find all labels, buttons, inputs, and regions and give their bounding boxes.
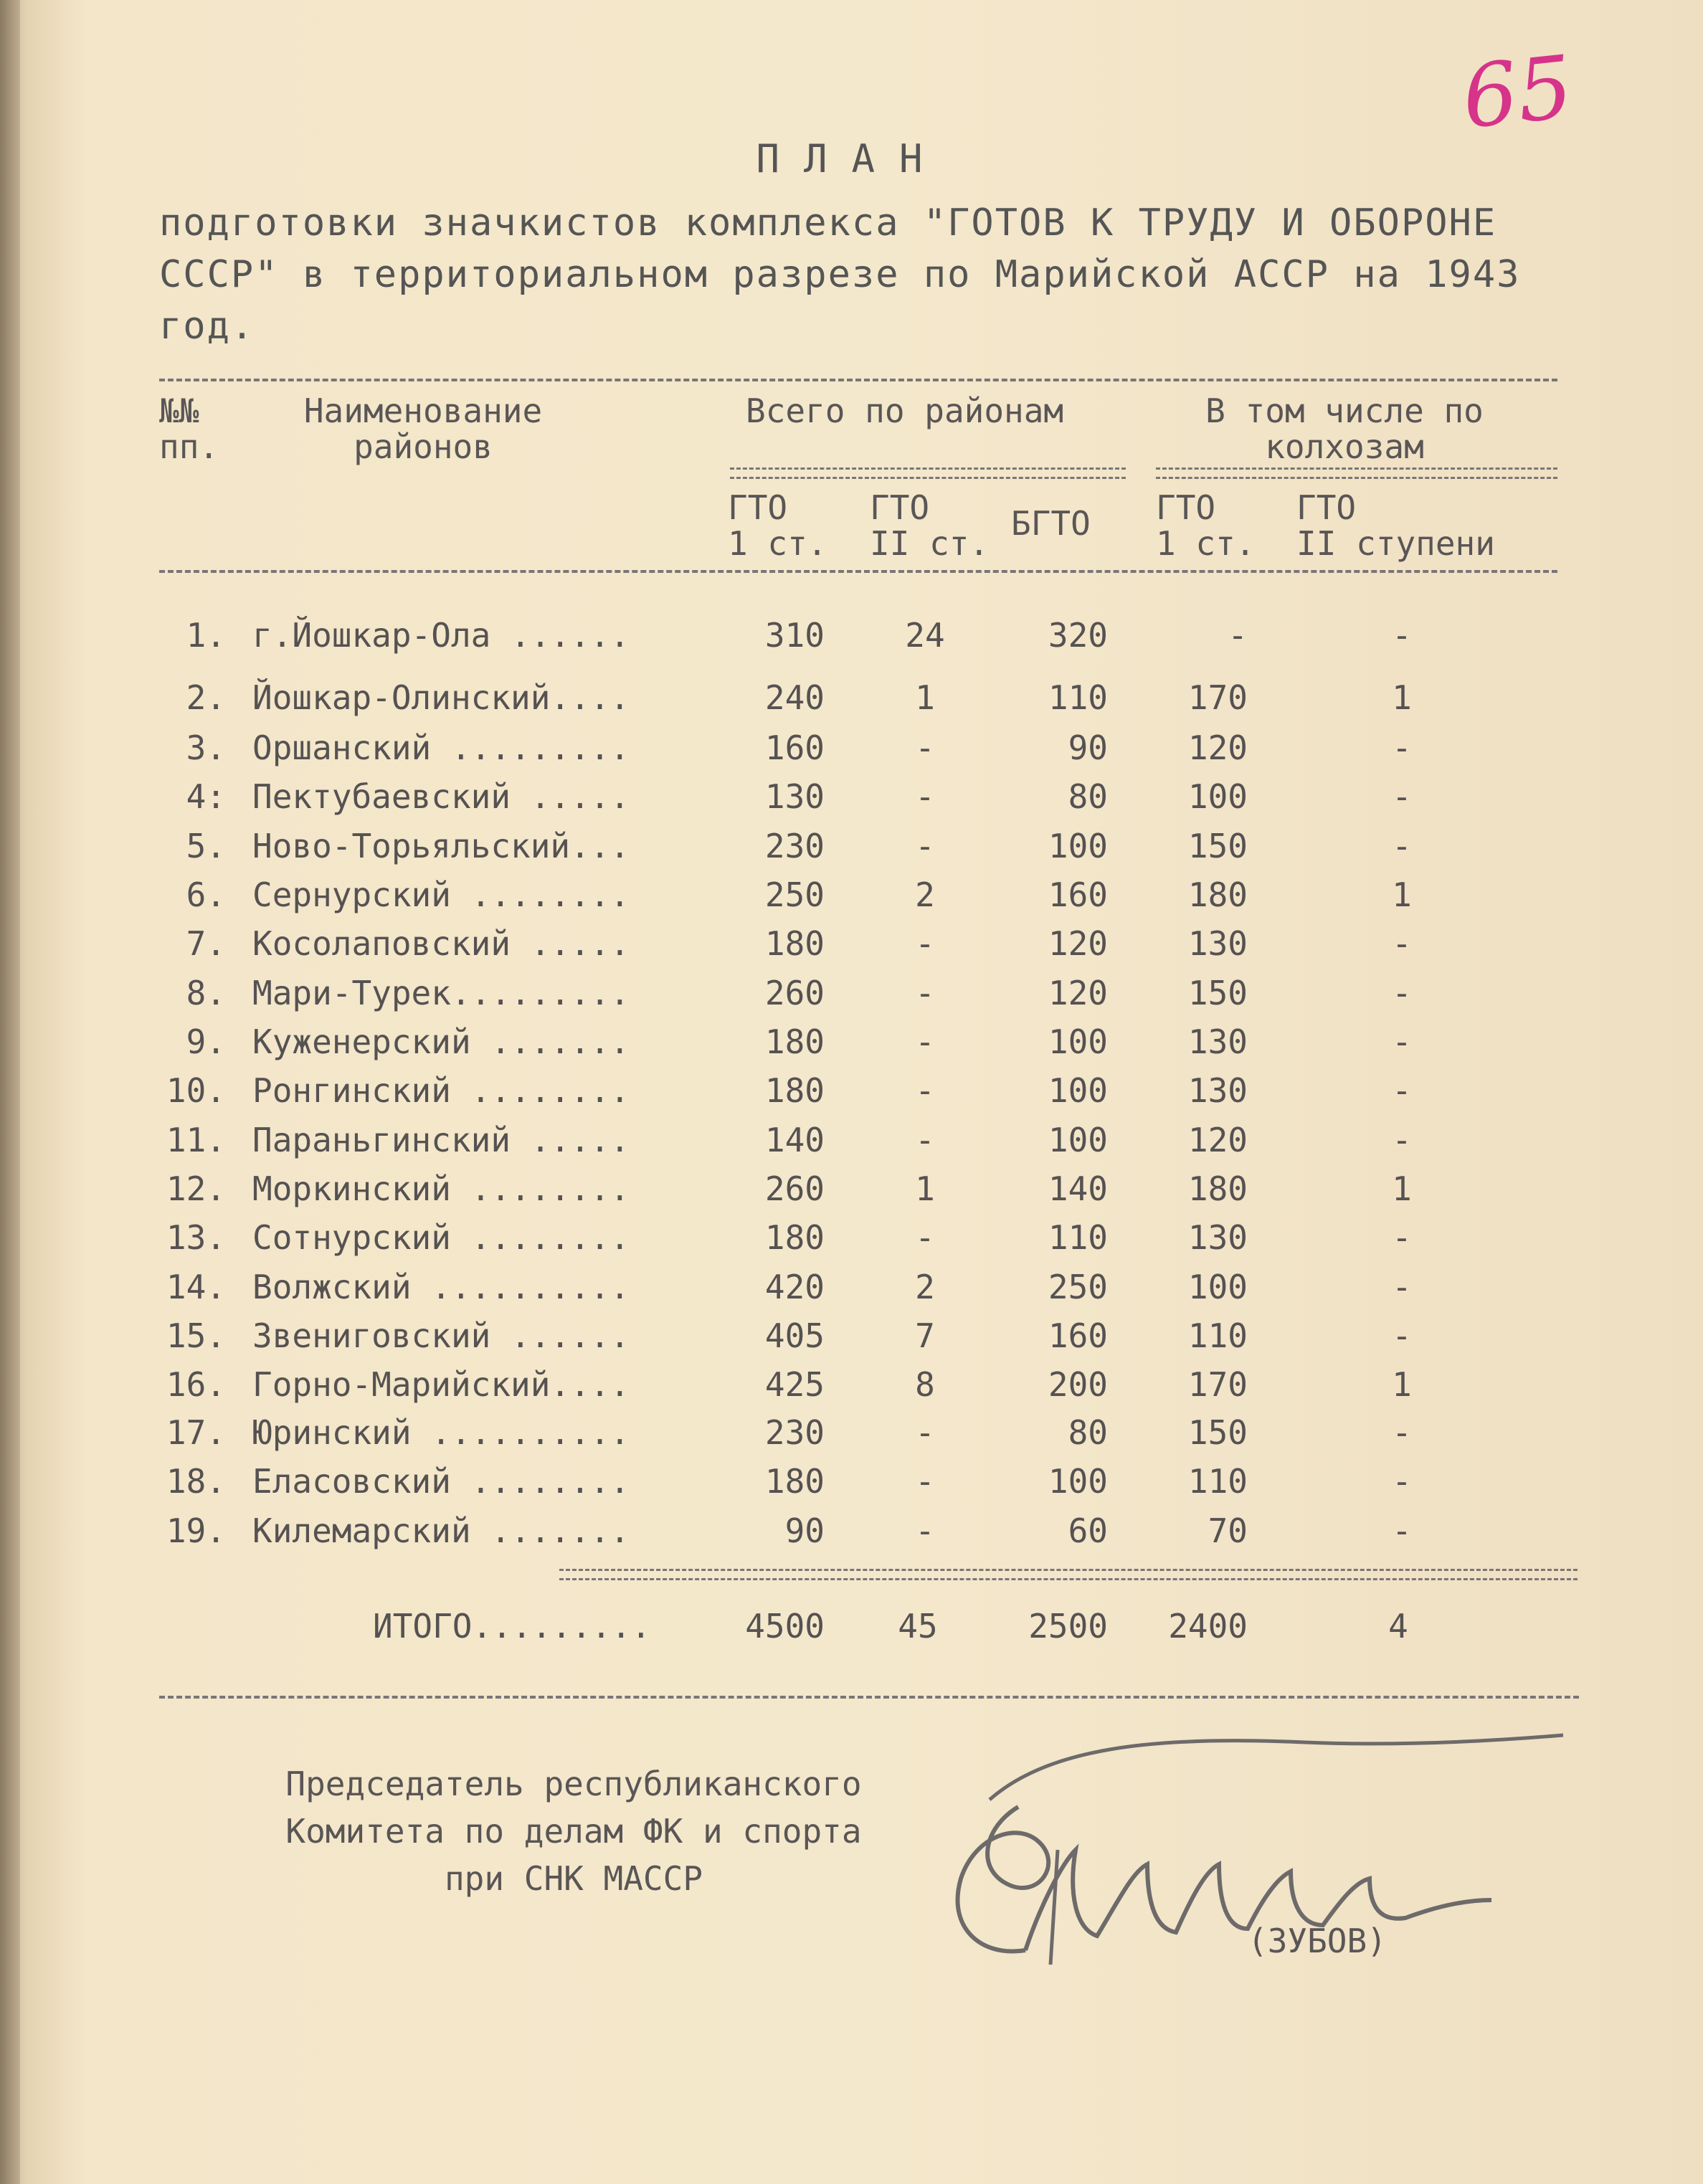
row-kolkhoz-gto2: - bbox=[1392, 1413, 1412, 1452]
row-bgto: 250 bbox=[1048, 1268, 1108, 1306]
row-gto1: 140 bbox=[764, 1121, 825, 1159]
binding-edge bbox=[0, 0, 20, 2184]
row-gto2: - bbox=[915, 974, 935, 1012]
row-number: 14. bbox=[166, 1268, 226, 1306]
row-bgto: 100 bbox=[1048, 1121, 1108, 1159]
total-label: ИТОГО......... bbox=[373, 1607, 651, 1646]
row-bgto: 110 bbox=[1048, 678, 1108, 717]
row-kolkhoz-gto1: 100 bbox=[1187, 777, 1248, 816]
row-bgto: 60 bbox=[1068, 1511, 1108, 1550]
row-kolkhoz-gto1: 120 bbox=[1187, 1121, 1248, 1159]
row-gto1: 160 bbox=[764, 728, 825, 767]
row-gto1: 90 bbox=[784, 1511, 825, 1550]
row-gto2: - bbox=[915, 827, 935, 865]
header-bottom-rule bbox=[159, 570, 1557, 573]
row-kolkhoz-gto1: - bbox=[1228, 616, 1248, 655]
row-number: 8. bbox=[186, 974, 226, 1012]
row-number: 1. bbox=[186, 616, 226, 655]
row-gto2: 24 bbox=[905, 616, 945, 655]
row-number: 16. bbox=[166, 1365, 226, 1404]
row-district-name: Куженерский ....... bbox=[252, 1022, 630, 1061]
row-kolkhoz-gto2: - bbox=[1392, 1121, 1412, 1159]
row-bgto: 200 bbox=[1048, 1365, 1108, 1404]
row-kolkhoz-gto1: 150 bbox=[1187, 827, 1248, 865]
row-number: 4: bbox=[186, 777, 226, 816]
row-gto1: 240 bbox=[764, 678, 825, 717]
row-gto2: - bbox=[915, 1462, 935, 1501]
row-bgto: 320 bbox=[1048, 616, 1108, 655]
row-number: 13. bbox=[166, 1218, 226, 1257]
row-gto1: 420 bbox=[764, 1268, 825, 1306]
subtitle-line-2: СССР" в территориальном разрезе по Марийской АССР на 1943 год. bbox=[159, 253, 1521, 348]
row-gto1: 180 bbox=[764, 1218, 825, 1257]
row-gto2: 7 bbox=[915, 1316, 935, 1355]
row-gto1: 180 bbox=[764, 1022, 825, 1061]
row-gto1: 260 bbox=[764, 974, 825, 1012]
row-bgto: 80 bbox=[1068, 777, 1108, 816]
footer-rule bbox=[159, 1696, 1579, 1699]
row-number: 2. bbox=[186, 678, 226, 717]
row-district-name: Ронгинский ........ bbox=[252, 1071, 630, 1110]
row-gto2: 1 bbox=[915, 678, 935, 717]
header-kolkhoz-gto2: ГТО II ступени bbox=[1296, 488, 1495, 563]
row-kolkhoz-gto2: - bbox=[1392, 1462, 1412, 1501]
row-gto2: - bbox=[915, 1022, 935, 1061]
row-number: 18. bbox=[166, 1462, 226, 1501]
row-number: 11. bbox=[166, 1121, 226, 1159]
row-gto1: 310 bbox=[764, 616, 825, 655]
row-kolkhoz-gto2: 1 bbox=[1392, 1169, 1412, 1208]
row-number: 17. bbox=[166, 1413, 226, 1452]
row-gto2: 2 bbox=[915, 1268, 935, 1306]
row-district-name: Сотнурский ........ bbox=[252, 1218, 630, 1257]
row-kolkhoz-gto1: 150 bbox=[1187, 974, 1248, 1012]
row-kolkhoz-gto1: 180 bbox=[1187, 1169, 1248, 1208]
row-gto1: 180 bbox=[764, 924, 825, 963]
row-bgto: 100 bbox=[1048, 1462, 1108, 1501]
row-gto1: 405 bbox=[764, 1316, 825, 1355]
row-kolkhoz-gto1: 130 bbox=[1187, 924, 1248, 963]
row-kolkhoz-gto2: - bbox=[1392, 777, 1412, 816]
row-gto2: - bbox=[915, 1071, 935, 1110]
row-gto2: - bbox=[915, 728, 935, 767]
header-district: Наименование районов bbox=[303, 391, 543, 466]
row-kolkhoz-gto2: - bbox=[1392, 924, 1412, 963]
row-district-name: Косолаповский ..... bbox=[252, 924, 630, 963]
header-gto2: ГТО II ст. bbox=[870, 488, 990, 563]
row-district-name: Горно-Марийский.... bbox=[252, 1365, 630, 1404]
row-kolkhoz-gto1: 170 bbox=[1187, 678, 1248, 717]
header-total-group: Всего по районам bbox=[746, 391, 1064, 430]
header-group-rule-kolkhoz bbox=[1156, 467, 1557, 479]
total-bgto: 2500 bbox=[1028, 1607, 1108, 1646]
row-bgto: 160 bbox=[1048, 1316, 1108, 1355]
row-gto2: - bbox=[915, 924, 935, 963]
row-gto2: 8 bbox=[915, 1365, 935, 1404]
row-kolkhoz-gto1: 150 bbox=[1187, 1413, 1248, 1452]
row-bgto: 90 bbox=[1068, 728, 1108, 767]
row-number: 6. bbox=[186, 875, 226, 914]
row-bgto: 140 bbox=[1048, 1169, 1108, 1208]
row-bgto: 100 bbox=[1048, 827, 1108, 865]
row-kolkhoz-gto1: 130 bbox=[1187, 1218, 1248, 1257]
row-bgto: 110 bbox=[1048, 1218, 1108, 1257]
document-subtitle bbox=[159, 197, 1629, 352]
row-gto1: 260 bbox=[764, 1169, 825, 1208]
row-number: 10. bbox=[166, 1071, 226, 1110]
total-rule bbox=[559, 1569, 1578, 1580]
row-gto2: - bbox=[915, 1511, 935, 1550]
row-kolkhoz-gto1: 110 bbox=[1187, 1316, 1248, 1355]
row-district-name: г.Йошкар-Ола ...... bbox=[252, 616, 630, 655]
row-kolkhoz-gto1: 130 bbox=[1187, 1022, 1248, 1061]
row-kolkhoz-gto2: - bbox=[1392, 1022, 1412, 1061]
row-number: 12. bbox=[166, 1169, 226, 1208]
row-kolkhoz-gto1: 170 bbox=[1187, 1365, 1248, 1404]
header-num: №№ пп. bbox=[159, 391, 219, 466]
total-gto2: 45 bbox=[898, 1607, 938, 1646]
row-kolkhoz-gto2: - bbox=[1392, 1071, 1412, 1110]
row-kolkhoz-gto2: - bbox=[1392, 1316, 1412, 1355]
row-gto1: 130 bbox=[764, 777, 825, 816]
row-bgto: 160 bbox=[1048, 875, 1108, 914]
row-number: 19. bbox=[166, 1511, 226, 1550]
row-district-name: Параньгинский ..... bbox=[252, 1121, 630, 1159]
row-kolkhoz-gto2: - bbox=[1392, 728, 1412, 767]
row-gto1: 180 bbox=[764, 1462, 825, 1501]
row-gto1: 250 bbox=[764, 875, 825, 914]
signatory-title: Председатель республиканского Комитета по делам ФК и спорта при СНК МАССР bbox=[285, 1765, 862, 1898]
row-kolkhoz-gto1: 180 bbox=[1187, 875, 1248, 914]
row-kolkhoz-gto2: 1 bbox=[1392, 678, 1412, 717]
row-gto1: 180 bbox=[764, 1071, 825, 1110]
row-kolkhoz-gto1: 120 bbox=[1187, 728, 1248, 767]
subtitle-line-1: подготовки значкистов комплекса "ГОТОВ К ТРУДУ И ОБОРОНЕ bbox=[159, 201, 1497, 244]
row-kolkhoz-gto1: 100 bbox=[1187, 1268, 1248, 1306]
row-district-name: Юринский .......... bbox=[252, 1413, 630, 1452]
row-district-name: Йошкар-Олинский.... bbox=[252, 678, 630, 717]
row-district-name: Волжский .......... bbox=[252, 1268, 630, 1306]
row-gto1: 230 bbox=[764, 1413, 825, 1452]
header-top-rule bbox=[159, 379, 1557, 381]
header-bgto: БГТО bbox=[1011, 504, 1091, 543]
header-gto1: ГТО 1 ст. bbox=[728, 488, 827, 563]
row-kolkhoz-gto1: 110 bbox=[1187, 1462, 1248, 1501]
row-kolkhoz-gto1: 130 bbox=[1187, 1071, 1248, 1110]
header-kolkhoz-group: В том числе по колхозам bbox=[1205, 391, 1484, 466]
row-district-name: Оршанский ......... bbox=[252, 728, 630, 767]
row-district-name: Еласовский ........ bbox=[252, 1462, 630, 1501]
row-gto2: - bbox=[915, 1413, 935, 1452]
row-gto2: - bbox=[915, 1121, 935, 1159]
row-kolkhoz-gto2: - bbox=[1392, 1268, 1412, 1306]
row-district-name: Звениговский ...... bbox=[252, 1316, 630, 1355]
row-district-name: Сернурский ........ bbox=[252, 875, 630, 914]
total-kolkhoz-gto2: 4 bbox=[1388, 1607, 1408, 1646]
row-bgto: 100 bbox=[1048, 1022, 1108, 1061]
row-district-name: Ново-Торьяльский... bbox=[252, 827, 630, 865]
row-number: 5. bbox=[186, 827, 226, 865]
row-bgto: 80 bbox=[1068, 1413, 1108, 1452]
total-gto1: 4500 bbox=[745, 1607, 825, 1646]
document-title: ПЛАН bbox=[756, 136, 947, 181]
row-gto1: 230 bbox=[764, 827, 825, 865]
signatory-name: (ЗУБОВ) bbox=[1248, 1922, 1387, 1960]
row-kolkhoz-gto2: 1 bbox=[1392, 875, 1412, 914]
total-kolkhoz-gto1: 2400 bbox=[1168, 1607, 1248, 1646]
row-bgto: 120 bbox=[1048, 924, 1108, 963]
header-group-rule-total bbox=[730, 467, 1126, 479]
row-number: 15. bbox=[166, 1316, 226, 1355]
header-kolkhoz-gto1: ГТО 1 ст. bbox=[1156, 488, 1256, 563]
row-kolkhoz-gto2: 1 bbox=[1392, 1365, 1412, 1404]
row-bgto: 100 bbox=[1048, 1071, 1108, 1110]
row-number: 9. bbox=[186, 1022, 226, 1061]
row-gto2: - bbox=[915, 777, 935, 816]
row-district-name: Пектубаевский ..... bbox=[252, 777, 630, 816]
row-kolkhoz-gto2: - bbox=[1392, 1218, 1412, 1257]
row-kolkhoz-gto2: - bbox=[1392, 1511, 1412, 1550]
row-gto1: 425 bbox=[764, 1365, 825, 1404]
row-district-name: Килемарский ....... bbox=[252, 1511, 630, 1550]
row-kolkhoz-gto2: - bbox=[1392, 827, 1412, 865]
row-gto2: 1 bbox=[915, 1169, 935, 1208]
row-number: 3. bbox=[186, 728, 226, 767]
row-district-name: Мари-Турек......... bbox=[252, 974, 630, 1012]
row-number: 7. bbox=[186, 924, 226, 963]
row-kolkhoz-gto2: - bbox=[1392, 974, 1412, 1012]
row-kolkhoz-gto2: - bbox=[1392, 616, 1412, 655]
folio-number: 65 bbox=[1458, 37, 1578, 148]
row-kolkhoz-gto1: 70 bbox=[1208, 1511, 1248, 1550]
row-gto2: 2 bbox=[915, 875, 935, 914]
row-gto2: - bbox=[915, 1218, 935, 1257]
row-bgto: 120 bbox=[1048, 974, 1108, 1012]
row-district-name: Моркинский ........ bbox=[252, 1169, 630, 1208]
